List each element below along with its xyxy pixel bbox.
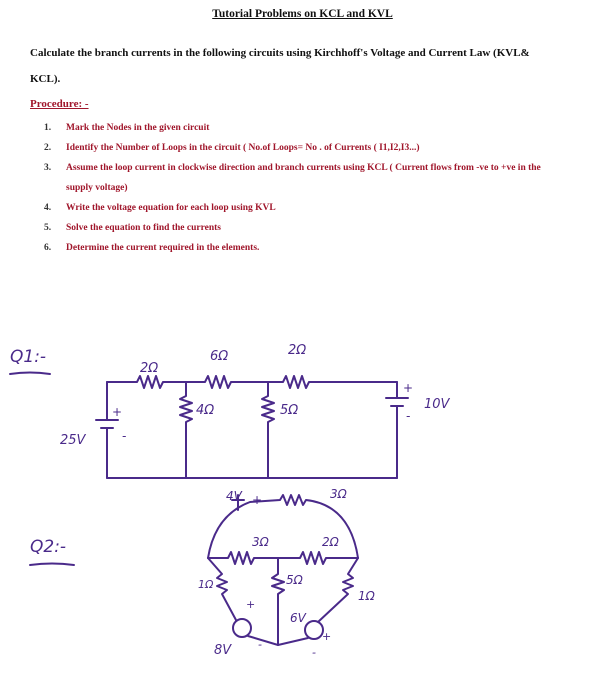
- q1-left-minus: -: [122, 429, 127, 443]
- q1-r-top1-label: 2Ω: [140, 361, 159, 376]
- q2-source-bl-label: 8V: [214, 643, 232, 658]
- intro-paragraph: Calculate the branch currents in the following circuits using Kirchhoff's Voltage and Current Law (KVL& KCL).: [30, 47, 530, 85]
- q2-r-right-label: 1Ω: [358, 589, 375, 603]
- step-item: 6. Determine the current required in the elements.: [44, 243, 260, 253]
- q1-right-plus: +: [403, 381, 414, 395]
- step-item: 4. Write the voltage equation for each loop using KVL: [44, 203, 276, 213]
- q1-r-top3-label: 2Ω: [288, 343, 307, 358]
- q2-label: Q2:-: [30, 537, 67, 557]
- q1-label: Q1:-: [10, 347, 47, 367]
- step-item: 2. Identify the Number of Loops in the circuit ( No.of Loops= No . of Currents ( I1,I2,I3...): [44, 143, 420, 153]
- q1-source-right-label: 10V: [424, 397, 450, 412]
- q1-source-left-label: 25V: [60, 433, 86, 448]
- q1-r-mid2-label: 5Ω: [280, 403, 299, 418]
- page-title: Tutorial Problems on KCL and KVL: [212, 8, 393, 20]
- q1-resistor-4: [180, 382, 192, 478]
- step-item: 3. Assume the loop current in clockwise direction and branch currents using KCL ( Current flows from -ve to +ve in the supply voltage): [44, 163, 541, 193]
- q2-bl-plus: +: [246, 598, 256, 611]
- q2-r-inner-right-label: 2Ω: [322, 535, 339, 549]
- q2-underline: [30, 564, 74, 566]
- q2-source-6v: [305, 621, 323, 639]
- q2-r-inner-left-label: 3Ω: [252, 535, 269, 549]
- q1-r-top2-label: 6Ω: [210, 349, 229, 364]
- q2-top-plus: +: [252, 493, 263, 507]
- q2-right-branch: [318, 558, 358, 622]
- q1-top-wire: [107, 376, 397, 388]
- q2-br-minus: -: [312, 646, 316, 659]
- q2-inner-wire: [208, 552, 358, 564]
- step-item: 5. Solve the equation to find the currents: [44, 223, 221, 233]
- q2-mid-branch: [272, 558, 284, 645]
- q2-circuit: [30, 487, 376, 659]
- q1-right-minus: -: [406, 409, 411, 423]
- q1-left-plus: +: [112, 405, 123, 419]
- q2-source-br-label: 6V: [290, 611, 306, 625]
- q2-bl-minus: -: [258, 638, 262, 651]
- q1-circuit: [10, 343, 451, 478]
- q1-underline: [10, 373, 50, 375]
- step-item: 1. Mark the Nodes in the given circuit: [44, 123, 210, 133]
- q2-r-top-label: 3Ω: [330, 487, 347, 501]
- q1-resistor-5: [262, 382, 274, 478]
- q2-br-plus: +: [322, 630, 332, 643]
- q1-left-source: [96, 382, 118, 478]
- q1-r-mid1-label: 4Ω: [196, 403, 215, 418]
- q2-source-8v: [233, 619, 251, 637]
- procedure-heading: Procedure: -: [30, 98, 89, 110]
- q2-source-top-label: 4V: [226, 489, 242, 503]
- q2-r-left-label: 1Ω: [198, 578, 214, 591]
- q1-right-source: [386, 382, 411, 478]
- q2-r-mid-label: 5Ω: [286, 573, 303, 587]
